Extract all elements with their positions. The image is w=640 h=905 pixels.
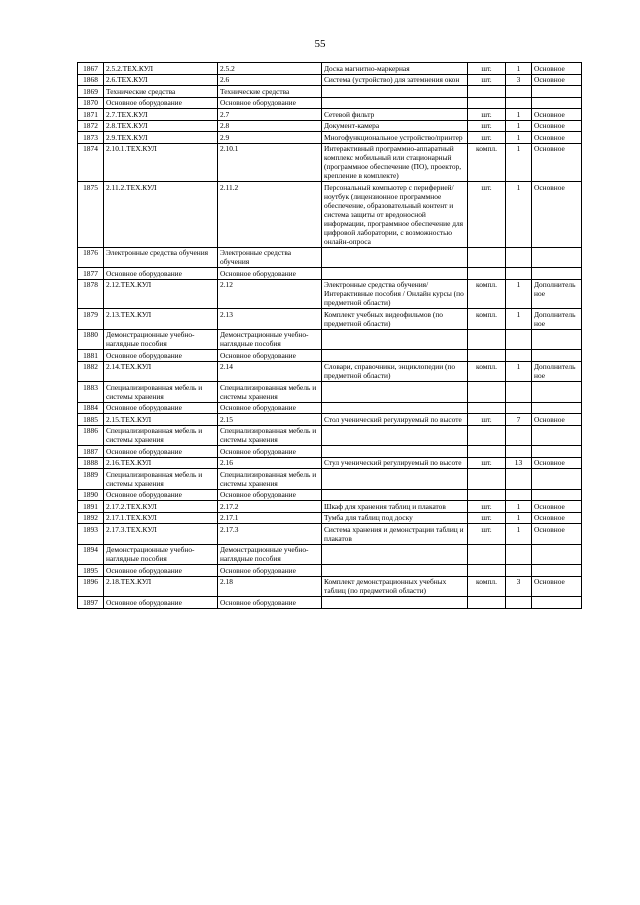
row-number-cell: 1881 <box>78 350 104 362</box>
item-name-cell: Интерактивный программно-аппаратный комплекс мобильный или стационарный (программное обеспечение (ПО), проектор, крепление в комплекте) <box>322 143 468 182</box>
section-code-cell: Основное оборудование <box>218 402 322 414</box>
item-name-cell <box>322 329 468 350</box>
quantity-cell <box>506 597 532 609</box>
item-code-cell: Основное оборудование <box>104 97 218 109</box>
item-name-cell: Сетевой фильтр <box>322 109 468 121</box>
unit-cell: компл. <box>468 576 506 597</box>
section-code-cell: Основное оборудование <box>218 268 322 280</box>
quantity-cell <box>506 489 532 501</box>
item-code-cell: 2.11.2.ТЕХ.КУЛ <box>104 182 218 248</box>
table-row <box>78 576 582 597</box>
equipment-type-cell <box>532 247 582 268</box>
item-name-cell: Стул ученический регулируемый по высоте <box>322 457 468 469</box>
item-code-cell: Основное оборудование <box>104 489 218 501</box>
quantity-cell: 1 <box>506 109 532 121</box>
unit-cell: шт. <box>468 63 506 75</box>
table-row <box>78 109 582 121</box>
item-code-cell: 2.17.2.ТЕХ.КУЛ <box>104 501 218 513</box>
item-name-cell <box>322 247 468 268</box>
unit-cell <box>468 489 506 501</box>
table-row <box>78 524 582 545</box>
item-code-cell: 2.17.3.ТЕХ.КУЛ <box>104 524 218 545</box>
table-row <box>78 350 582 362</box>
equipment-type-cell: Основное <box>532 63 582 75</box>
equipment-type-cell: Основное <box>532 120 582 132</box>
section-code-cell: Основное оборудование <box>218 489 322 501</box>
item-code-cell: Основное оборудование <box>104 350 218 362</box>
table-row <box>78 279 582 309</box>
section-code-cell: 2.15 <box>218 414 322 426</box>
item-name-cell: Тумба для таблиц под доску <box>322 512 468 524</box>
quantity-cell <box>506 329 532 350</box>
item-code-cell: Технические средства <box>104 86 218 98</box>
item-name-cell: Система (устройство) для затемнения окон <box>322 74 468 86</box>
equipment-type-cell: Дополнительное <box>532 279 582 309</box>
item-code-cell: 2.12.ТЕХ.КУЛ <box>104 279 218 309</box>
table-row <box>78 597 582 609</box>
row-number-cell: 1882 <box>78 361 104 382</box>
row-number-cell: 1889 <box>78 469 104 490</box>
item-name-cell <box>322 544 468 565</box>
equipment-type-cell <box>532 402 582 414</box>
quantity-cell: 1 <box>506 361 532 382</box>
item-code-cell: Основное оборудование <box>104 446 218 458</box>
item-name-cell <box>322 469 468 490</box>
section-code-cell: 2.17.3 <box>218 524 322 545</box>
quantity-cell: 1 <box>506 524 532 545</box>
unit-cell: шт. <box>468 512 506 524</box>
quantity-cell <box>506 382 532 403</box>
quantity-cell <box>506 402 532 414</box>
unit-cell <box>468 446 506 458</box>
equipment-type-cell <box>532 597 582 609</box>
table-row <box>78 63 582 75</box>
item-name-cell: Шкаф для хранения таблиц и плакатов <box>322 501 468 513</box>
unit-cell <box>468 268 506 280</box>
item-name-cell <box>322 382 468 403</box>
table-row <box>78 544 582 565</box>
unit-cell <box>468 382 506 403</box>
section-code-cell: Основное оборудование <box>218 350 322 362</box>
section-code-cell: 2.5.2 <box>218 63 322 75</box>
section-code-cell: Основное оборудование <box>218 565 322 577</box>
item-code-cell: 2.7.ТЕХ.КУЛ <box>104 109 218 121</box>
unit-cell <box>468 97 506 109</box>
unit-cell: шт. <box>468 132 506 144</box>
section-code-cell: 2.8 <box>218 120 322 132</box>
item-code-cell: 2.16.ТЕХ.КУЛ <box>104 457 218 469</box>
quantity-cell: 1 <box>506 143 532 182</box>
quantity-cell: 13 <box>506 457 532 469</box>
row-number-cell: 1886 <box>78 425 104 446</box>
section-code-cell: Специализированная мебель и системы хранения <box>218 469 322 490</box>
item-name-cell: Стол ученический регулируемый по высоте <box>322 414 468 426</box>
quantity-cell: 7 <box>506 414 532 426</box>
row-number-cell: 1874 <box>78 143 104 182</box>
section-code-cell: Специализированная мебель и системы хранения <box>218 425 322 446</box>
section-code-cell: 2.16 <box>218 457 322 469</box>
item-code-cell: Специализированная мебель и системы хранения <box>104 469 218 490</box>
row-number-cell: 1878 <box>78 279 104 309</box>
item-code-cell: 2.13.ТЕХ.КУЛ <box>104 309 218 330</box>
table-row <box>78 268 582 280</box>
item-name-cell <box>322 402 468 414</box>
page-number: 55 <box>314 38 326 50</box>
unit-cell: шт. <box>468 182 506 248</box>
unit-cell <box>468 329 506 350</box>
unit-cell: компл. <box>468 143 506 182</box>
equipment-type-cell <box>532 565 582 577</box>
section-code-cell: 2.9 <box>218 132 322 144</box>
section-code-cell: 2.17.2 <box>218 501 322 513</box>
table-row <box>78 457 582 469</box>
equipment-type-cell: Основное <box>532 501 582 513</box>
row-number-cell: 1869 <box>78 86 104 98</box>
table-row <box>78 489 582 501</box>
row-number-cell: 1879 <box>78 309 104 330</box>
item-name-cell: Комплект демонстрационных учебных таблиц (по предметной области) <box>322 576 468 597</box>
unit-cell <box>468 565 506 577</box>
quantity-cell: 1 <box>506 63 532 75</box>
quantity-cell <box>506 565 532 577</box>
item-name-cell <box>322 446 468 458</box>
equipment-type-cell: Основное <box>532 576 582 597</box>
item-name-cell: Словари, справочники, энциклопедии (по предметной области) <box>322 361 468 382</box>
table-row <box>78 86 582 98</box>
row-number-cell: 1896 <box>78 576 104 597</box>
section-code-cell: 2.13 <box>218 309 322 330</box>
section-code-cell: 2.12 <box>218 279 322 309</box>
item-code-cell: 2.14.ТЕХ.КУЛ <box>104 361 218 382</box>
table-row <box>78 501 582 513</box>
item-code-cell: Основное оборудование <box>104 597 218 609</box>
table-row <box>78 361 582 382</box>
unit-cell: компл. <box>468 309 506 330</box>
section-code-cell: 2.14 <box>218 361 322 382</box>
quantity-cell <box>506 86 532 98</box>
item-name-cell: Электронные средства обучения/Интерактивные пособия / Онлайн курсы (по предметной области) <box>322 279 468 309</box>
unit-cell: шт. <box>468 74 506 86</box>
equipment-type-cell: Основное <box>532 524 582 545</box>
item-code-cell: Основное оборудование <box>104 402 218 414</box>
item-code-cell: Демонстрационные учебно-наглядные пособия <box>104 544 218 565</box>
equipment-type-cell <box>532 469 582 490</box>
equipment-type-cell: Дополнительное <box>532 309 582 330</box>
row-number-cell: 1893 <box>78 524 104 545</box>
row-number-cell: 1876 <box>78 247 104 268</box>
unit-cell: шт. <box>468 414 506 426</box>
quantity-cell: 1 <box>506 182 532 248</box>
table-row <box>78 97 582 109</box>
row-number-cell: 1895 <box>78 565 104 577</box>
item-code-cell: 2.6.ТЕХ.КУЛ <box>104 74 218 86</box>
equipment-type-cell: Основное <box>532 182 582 248</box>
item-code-cell: 2.10.1.ТЕХ.КУЛ <box>104 143 218 182</box>
row-number-cell: 1868 <box>78 74 104 86</box>
quantity-cell <box>506 97 532 109</box>
equipment-type-cell <box>532 382 582 403</box>
item-name-cell: Комплект учебных видеофильмов (по предметной области) <box>322 309 468 330</box>
item-name-cell: Персональный компьютер с периферией/ноутбук (лицензионное программное обеспечение, образовательный контент и система защиты от вредоносной информации, программное обеспечение для цифровой лаборатории, с возможностью онлайн-опроса <box>322 182 468 248</box>
quantity-cell <box>506 544 532 565</box>
table-row <box>78 120 582 132</box>
table-row <box>78 565 582 577</box>
item-code-cell: 2.17.1.ТЕХ.КУЛ <box>104 512 218 524</box>
item-name-cell: Многофункциональное устройство/принтер <box>322 132 468 144</box>
equipment-type-cell: Основное <box>532 143 582 182</box>
quantity-cell: 1 <box>506 132 532 144</box>
item-code-cell: 2.18.ТЕХ.КУЛ <box>104 576 218 597</box>
equipment-table-body <box>78 63 582 609</box>
table-row <box>78 309 582 330</box>
equipment-type-cell <box>532 268 582 280</box>
item-name-cell <box>322 565 468 577</box>
equipment-type-cell <box>532 97 582 109</box>
unit-cell: шт. <box>468 457 506 469</box>
unit-cell <box>468 86 506 98</box>
row-number-cell: 1867 <box>78 63 104 75</box>
row-number-cell: 1887 <box>78 446 104 458</box>
quantity-cell <box>506 446 532 458</box>
item-code-cell: Специализированная мебель и системы хранения <box>104 425 218 446</box>
table-row <box>78 182 582 248</box>
section-code-cell: Демонстрационные учебно-наглядные пособия <box>218 544 322 565</box>
unit-cell <box>468 469 506 490</box>
row-number-cell: 1894 <box>78 544 104 565</box>
equipment-type-cell <box>532 86 582 98</box>
item-name-cell <box>322 97 468 109</box>
section-code-cell: Технические средства <box>218 86 322 98</box>
quantity-cell: 3 <box>506 576 532 597</box>
item-code-cell: 2.5.2.ТЕХ.КУЛ <box>104 63 218 75</box>
row-number-cell: 1884 <box>78 402 104 414</box>
section-code-cell: Электронные средства обучения <box>218 247 322 268</box>
unit-cell: шт. <box>468 501 506 513</box>
row-number-cell: 1890 <box>78 489 104 501</box>
equipment-type-cell <box>532 350 582 362</box>
table-row <box>78 143 582 182</box>
item-name-cell <box>322 597 468 609</box>
equipment-type-cell: Основное <box>532 132 582 144</box>
row-number-cell: 1883 <box>78 382 104 403</box>
table-row <box>78 414 582 426</box>
section-code-cell: 2.7 <box>218 109 322 121</box>
section-code-cell: 2.10.1 <box>218 143 322 182</box>
table-row <box>78 329 582 350</box>
row-number-cell: 1892 <box>78 512 104 524</box>
unit-cell <box>468 350 506 362</box>
row-number-cell: 1877 <box>78 268 104 280</box>
quantity-cell <box>506 469 532 490</box>
section-code-cell: Основное оборудование <box>218 97 322 109</box>
item-name-cell: Система хранения и демонстрации таблиц и плакатов <box>322 524 468 545</box>
unit-cell: компл. <box>468 279 506 309</box>
table-row <box>78 382 582 403</box>
item-code-cell: 2.9.ТЕХ.КУЛ <box>104 132 218 144</box>
item-code-cell: Демонстрационные учебно-наглядные пособия <box>104 329 218 350</box>
unit-cell <box>468 247 506 268</box>
section-code-cell: 2.18 <box>218 576 322 597</box>
equipment-type-cell <box>532 489 582 501</box>
row-number-cell: 1885 <box>78 414 104 426</box>
section-code-cell: 2.6 <box>218 74 322 86</box>
table-row <box>78 512 582 524</box>
row-number-cell: 1871 <box>78 109 104 121</box>
item-code-cell: 2.15.ТЕХ.КУЛ <box>104 414 218 426</box>
table-row <box>78 247 582 268</box>
section-code-cell: Демонстрационные учебно-наглядные пособия <box>218 329 322 350</box>
quantity-cell <box>506 247 532 268</box>
item-name-cell <box>322 86 468 98</box>
item-name-cell <box>322 268 468 280</box>
row-number-cell: 1891 <box>78 501 104 513</box>
section-code-cell: 2.11.2 <box>218 182 322 248</box>
quantity-cell <box>506 268 532 280</box>
table-row <box>78 74 582 86</box>
quantity-cell <box>506 425 532 446</box>
unit-cell: шт. <box>468 120 506 132</box>
unit-cell: шт. <box>468 524 506 545</box>
equipment-type-cell: Основное <box>532 414 582 426</box>
equipment-type-cell: Основное <box>532 512 582 524</box>
row-number-cell: 1888 <box>78 457 104 469</box>
row-number-cell: 1880 <box>78 329 104 350</box>
equipment-type-cell: Основное <box>532 457 582 469</box>
table-row <box>78 446 582 458</box>
equipment-type-cell: Дополнительное <box>532 361 582 382</box>
item-code-cell: Основное оборудование <box>104 268 218 280</box>
equipment-type-cell <box>532 329 582 350</box>
quantity-cell <box>506 350 532 362</box>
equipment-type-cell: Основное <box>532 109 582 121</box>
quantity-cell: 1 <box>506 309 532 330</box>
table-row <box>78 402 582 414</box>
row-number-cell: 1873 <box>78 132 104 144</box>
item-code-cell: Основное оборудование <box>104 565 218 577</box>
unit-cell <box>468 597 506 609</box>
equipment-table <box>77 62 582 609</box>
section-code-cell: Специализированная мебель и системы хранения <box>218 382 322 403</box>
row-number-cell: 1870 <box>78 97 104 109</box>
quantity-cell: 1 <box>506 120 532 132</box>
table-row <box>78 425 582 446</box>
item-name-cell <box>322 425 468 446</box>
section-code-cell: 2.17.1 <box>218 512 322 524</box>
item-name-cell <box>322 489 468 501</box>
item-code-cell: 2.8.ТЕХ.КУЛ <box>104 120 218 132</box>
quantity-cell: 1 <box>506 501 532 513</box>
table-row <box>78 469 582 490</box>
section-code-cell: Основное оборудование <box>218 597 322 609</box>
unit-cell: шт. <box>468 109 506 121</box>
table-row <box>78 132 582 144</box>
item-name-cell: Доска магнитно-маркерная <box>322 63 468 75</box>
equipment-type-cell <box>532 446 582 458</box>
row-number-cell: 1872 <box>78 120 104 132</box>
equipment-type-cell <box>532 544 582 565</box>
unit-cell: компл. <box>468 361 506 382</box>
item-code-cell: Электронные средства обучения <box>104 247 218 268</box>
unit-cell <box>468 544 506 565</box>
row-number-cell: 1875 <box>78 182 104 248</box>
item-name-cell <box>322 350 468 362</box>
item-name-cell: Документ-камера <box>322 120 468 132</box>
section-code-cell: Основное оборудование <box>218 446 322 458</box>
equipment-type-cell <box>532 425 582 446</box>
quantity-cell: 3 <box>506 74 532 86</box>
equipment-type-cell: Основное <box>532 74 582 86</box>
item-code-cell: Специализированная мебель и системы хранения <box>104 382 218 403</box>
quantity-cell: 1 <box>506 279 532 309</box>
unit-cell <box>468 402 506 414</box>
unit-cell <box>468 425 506 446</box>
quantity-cell: 1 <box>506 512 532 524</box>
row-number-cell: 1897 <box>78 597 104 609</box>
